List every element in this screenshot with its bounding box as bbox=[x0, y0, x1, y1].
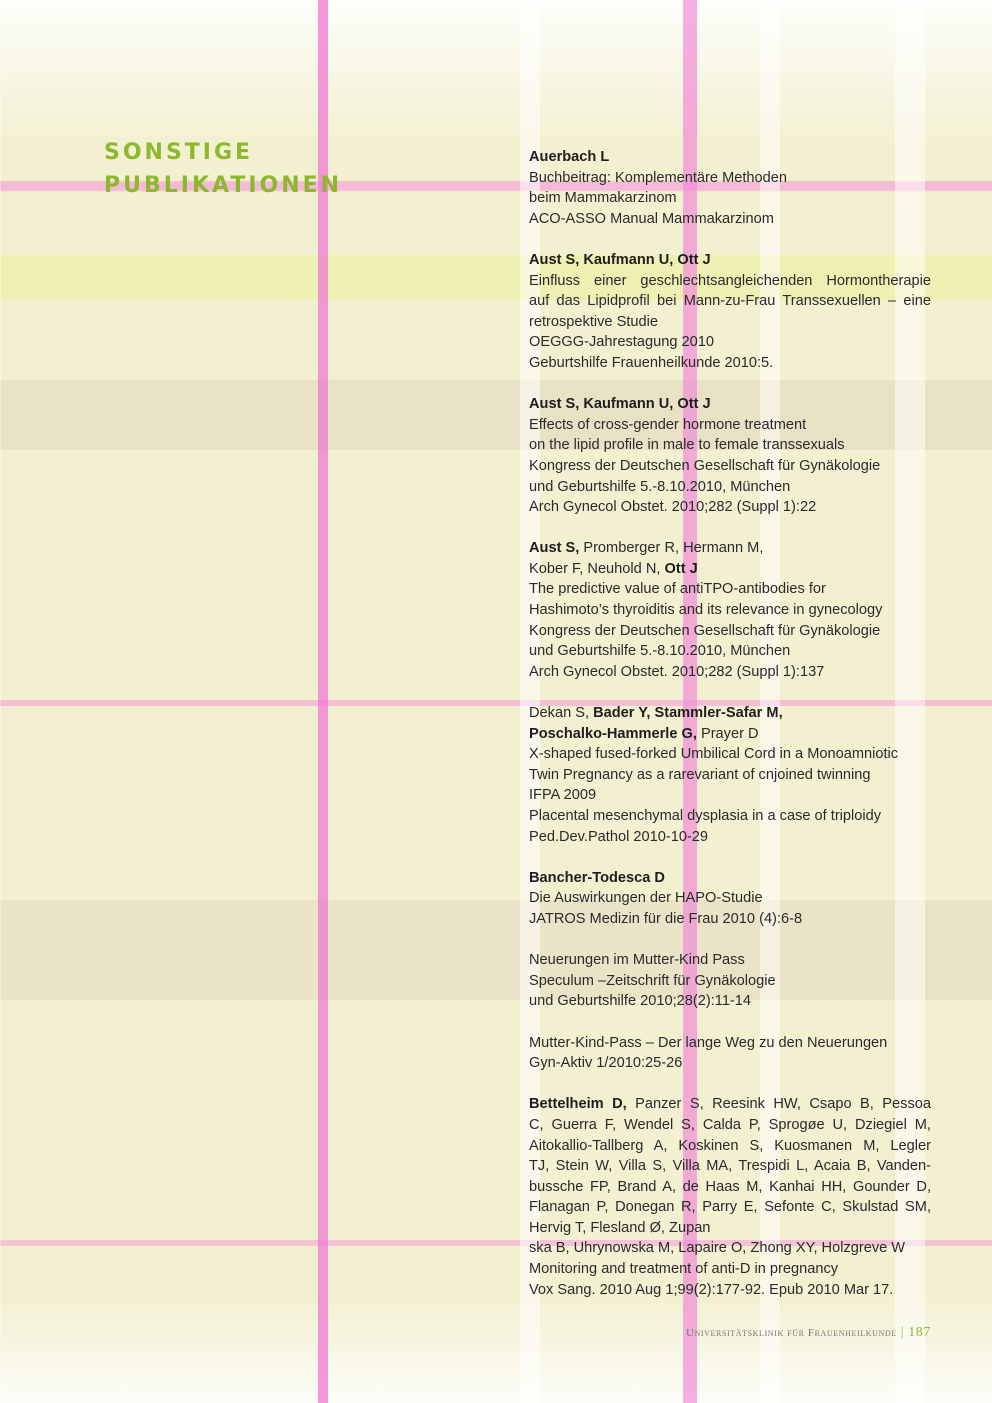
author-name-bold: Aust S, Kaufmann U, Ott J bbox=[529, 251, 711, 268]
publication-text: Hervig T, Flesland Ø, Zupan bbox=[529, 1219, 711, 1236]
publication-text: Kongress der Deutschen Gesellschaft für Gynäkologie bbox=[529, 457, 881, 474]
publication-text: Kober F, Neuhold N, bbox=[529, 560, 665, 577]
publication-line bbox=[529, 1280, 931, 1301]
publication-line bbox=[529, 868, 931, 889]
publication-entry bbox=[529, 250, 931, 374]
publication-text: IFPA 2009 bbox=[529, 787, 597, 804]
publication-line bbox=[529, 188, 931, 209]
publication-text: beim Mammakarzinom bbox=[529, 190, 677, 207]
publication-entry bbox=[529, 538, 931, 682]
publication-line bbox=[529, 1197, 931, 1218]
publication-text: Arch Gynecol Obstet. 2010;282 (Suppl 1):22 bbox=[529, 499, 817, 516]
publication-text: The predictive value of antiTPO-antibodies for bbox=[529, 581, 826, 598]
publication-line bbox=[529, 785, 931, 806]
page-number: 187 bbox=[908, 1325, 931, 1340]
publication-line bbox=[529, 394, 931, 415]
publication-text: Aitokallio-Tallberg A, Koskinen S, Kuosmanen M, Legler bbox=[529, 1137, 931, 1154]
publication-line bbox=[529, 1115, 931, 1136]
publication-text: on the lipid profile in male to female transsexuals bbox=[529, 437, 845, 454]
publication-line bbox=[529, 1177, 931, 1198]
publication-text: Vox Sang. 2010 Aug 1;99(2):177-92. Epub 2010 Mar 17. bbox=[529, 1281, 894, 1298]
publication-text: und Geburtshilfe 5.-8.10.2010, München bbox=[529, 478, 791, 495]
publication-line bbox=[529, 415, 931, 436]
publication-line bbox=[529, 538, 931, 559]
author-name-bold: Bancher-Todesca D bbox=[529, 869, 665, 886]
publication-line bbox=[529, 888, 931, 909]
publication-line bbox=[529, 1033, 931, 1054]
publication-line bbox=[529, 1259, 931, 1280]
publication-text: Mutter-Kind-Pass – Der lange Weg zu den Neuerungen bbox=[529, 1034, 888, 1051]
publication-text: Hashimoto’s thyroiditis and its relevance in gynecology bbox=[529, 602, 883, 619]
author-name-bold: Poschalko-Hammerle G, bbox=[529, 725, 697, 742]
publication-line bbox=[529, 1218, 931, 1239]
publication-line bbox=[529, 559, 931, 580]
author-name-bold: Auerbach L bbox=[529, 149, 610, 165]
publication-line bbox=[529, 291, 931, 312]
publication-list bbox=[529, 147, 931, 1321]
author-name-bold: Aust S, bbox=[529, 540, 580, 557]
publication-line bbox=[529, 724, 931, 745]
author-name-bold: Ott J bbox=[664, 560, 698, 577]
publication-line bbox=[529, 1156, 931, 1177]
publication-line bbox=[529, 1053, 931, 1074]
publication-text: C, Guerra F, Wendel S, Calda P, Sprogøe U, Dziegiel M, bbox=[529, 1116, 931, 1133]
publication-text: Speculum –Zeitschrift für Gynäkologie bbox=[529, 972, 776, 989]
footer-separator: | bbox=[900, 1325, 905, 1340]
publication-entry bbox=[529, 147, 931, 229]
publication-text: Monitoring and treatment of anti-D in pregnancy bbox=[529, 1261, 839, 1278]
publication-line bbox=[529, 744, 931, 765]
publication-text: Ped.Dev.Pathol 2010-10-29 bbox=[529, 828, 709, 845]
publication-text: ACO-ASSO Manual Mammakarzinom bbox=[529, 210, 774, 227]
publication-text: Prayer D bbox=[696, 725, 759, 742]
publication-text: JATROS Medizin für die Frau 2010 (4):6-8 bbox=[529, 910, 803, 927]
publication-line bbox=[529, 147, 931, 168]
publication-line bbox=[529, 765, 931, 786]
publication-line bbox=[529, 950, 931, 971]
publication-line bbox=[529, 209, 931, 230]
publication-text: retrospektive Studie bbox=[529, 313, 658, 330]
publication-line bbox=[529, 991, 931, 1012]
publication-line bbox=[529, 827, 931, 848]
publication-line bbox=[529, 168, 931, 189]
publication-text: OEGGG-Jahrestagung 2010 bbox=[529, 334, 714, 351]
publication-line bbox=[529, 477, 931, 498]
publication-entry bbox=[529, 1033, 931, 1074]
publication-text: Gyn-Aktiv 1/2010:25-26 bbox=[529, 1055, 683, 1072]
page-footer bbox=[686, 1325, 931, 1341]
page-title-line1: SONSTIGE bbox=[104, 140, 254, 165]
publication-text: Placental mesenchymal dysplasia in a case of triploidy bbox=[529, 808, 882, 824]
publication-line bbox=[529, 435, 931, 456]
publication-text: und Geburtshilfe 2010;28(2):11-14 bbox=[529, 993, 752, 1010]
publication-text: Panzer S, Reesink HW, Csapo B, Pessoa bbox=[626, 1096, 931, 1113]
publication-line bbox=[529, 497, 931, 518]
author-name-bold: Aust S, Kaufmann U, Ott J bbox=[529, 396, 711, 413]
publication-text: Neuerungen im Mutter-Kind Pass bbox=[529, 952, 745, 969]
publication-entry bbox=[529, 1094, 931, 1300]
publication-entry bbox=[529, 394, 931, 518]
author-name-bold: Bader Y, Stammler-Safar M, bbox=[593, 705, 783, 722]
publication-line bbox=[529, 250, 931, 271]
publication-entry bbox=[529, 703, 931, 847]
publication-entry bbox=[529, 868, 931, 930]
publication-text: ska B, Uhrynowska M, Lapaire O, Zhong XY, Holzgreve W bbox=[529, 1240, 906, 1257]
publication-text: Effects of cross-gender hormone treatment bbox=[529, 416, 807, 433]
publication-text: Die Auswirkungen der HAPO-Studie bbox=[529, 890, 763, 907]
footer-institution: Universitätsklinik für Frauenheilkunde bbox=[685, 1327, 897, 1339]
publication-line bbox=[529, 353, 931, 374]
publication-text: Buchbeitrag: Komplementäre Methoden bbox=[529, 169, 787, 186]
publication-text: auf das Lipidprofil bei Mann-zu-Frau Transsexuellen – eine bbox=[529, 293, 931, 310]
publication-text: bussche FP, Brand A, de Haas M, Kanhai HH, Gounder D, bbox=[529, 1178, 931, 1195]
publication-line bbox=[529, 579, 931, 600]
publication-text: Arch Gynecol Obstet. 2010;282 (Suppl 1):137 bbox=[529, 663, 825, 680]
publication-line bbox=[529, 971, 931, 992]
publication-text: Einfluss einer geschlechtsangleichenden Hormontherapie bbox=[529, 272, 931, 289]
publication-line bbox=[529, 641, 931, 662]
page-title-line2: PUBLIKATIONEN bbox=[104, 173, 343, 198]
publication-line bbox=[529, 456, 931, 477]
publication-text: X-shaped fused-forked Umbilical Cord in a Monoamniotic bbox=[529, 746, 899, 763]
publication-text: Promberger R, Hermann M, bbox=[579, 540, 764, 557]
publication-line bbox=[529, 600, 931, 621]
publication-line bbox=[529, 703, 931, 724]
publication-line bbox=[529, 312, 931, 333]
publication-line bbox=[529, 909, 931, 930]
publication-text: Kongress der Deutschen Gesellschaft für Gynäkologie bbox=[529, 622, 881, 639]
publication-text: Dekan S, bbox=[529, 705, 594, 722]
publication-line bbox=[529, 1238, 931, 1259]
publication-text: und Geburtshilfe 5.-8.10.2010, München bbox=[529, 643, 791, 660]
publication-line bbox=[529, 621, 931, 642]
publication-line bbox=[529, 271, 931, 292]
publication-entry bbox=[529, 950, 931, 1012]
publication-line bbox=[529, 806, 931, 827]
publication-text: TJ, Stein W, Villa S, Villa MA, Trespidi L, Acaia B, Vanden- bbox=[529, 1158, 931, 1175]
publication-line bbox=[529, 662, 931, 683]
author-name-bold: Bettelheim D, bbox=[529, 1096, 627, 1113]
publication-text: Flanagan P, Donegan R, Parry E, Sefonte C, Skulstad SM, bbox=[529, 1199, 931, 1216]
publication-text: Geburtshilfe Frauenheilkunde 2010:5. bbox=[529, 354, 774, 371]
publication-line bbox=[529, 1136, 931, 1157]
publication-text: Twin Pregnancy as a rarevariant of cnjoined twinning bbox=[529, 766, 871, 783]
publication-line bbox=[529, 332, 931, 353]
page-title bbox=[104, 136, 342, 202]
publication-line bbox=[529, 1094, 931, 1115]
